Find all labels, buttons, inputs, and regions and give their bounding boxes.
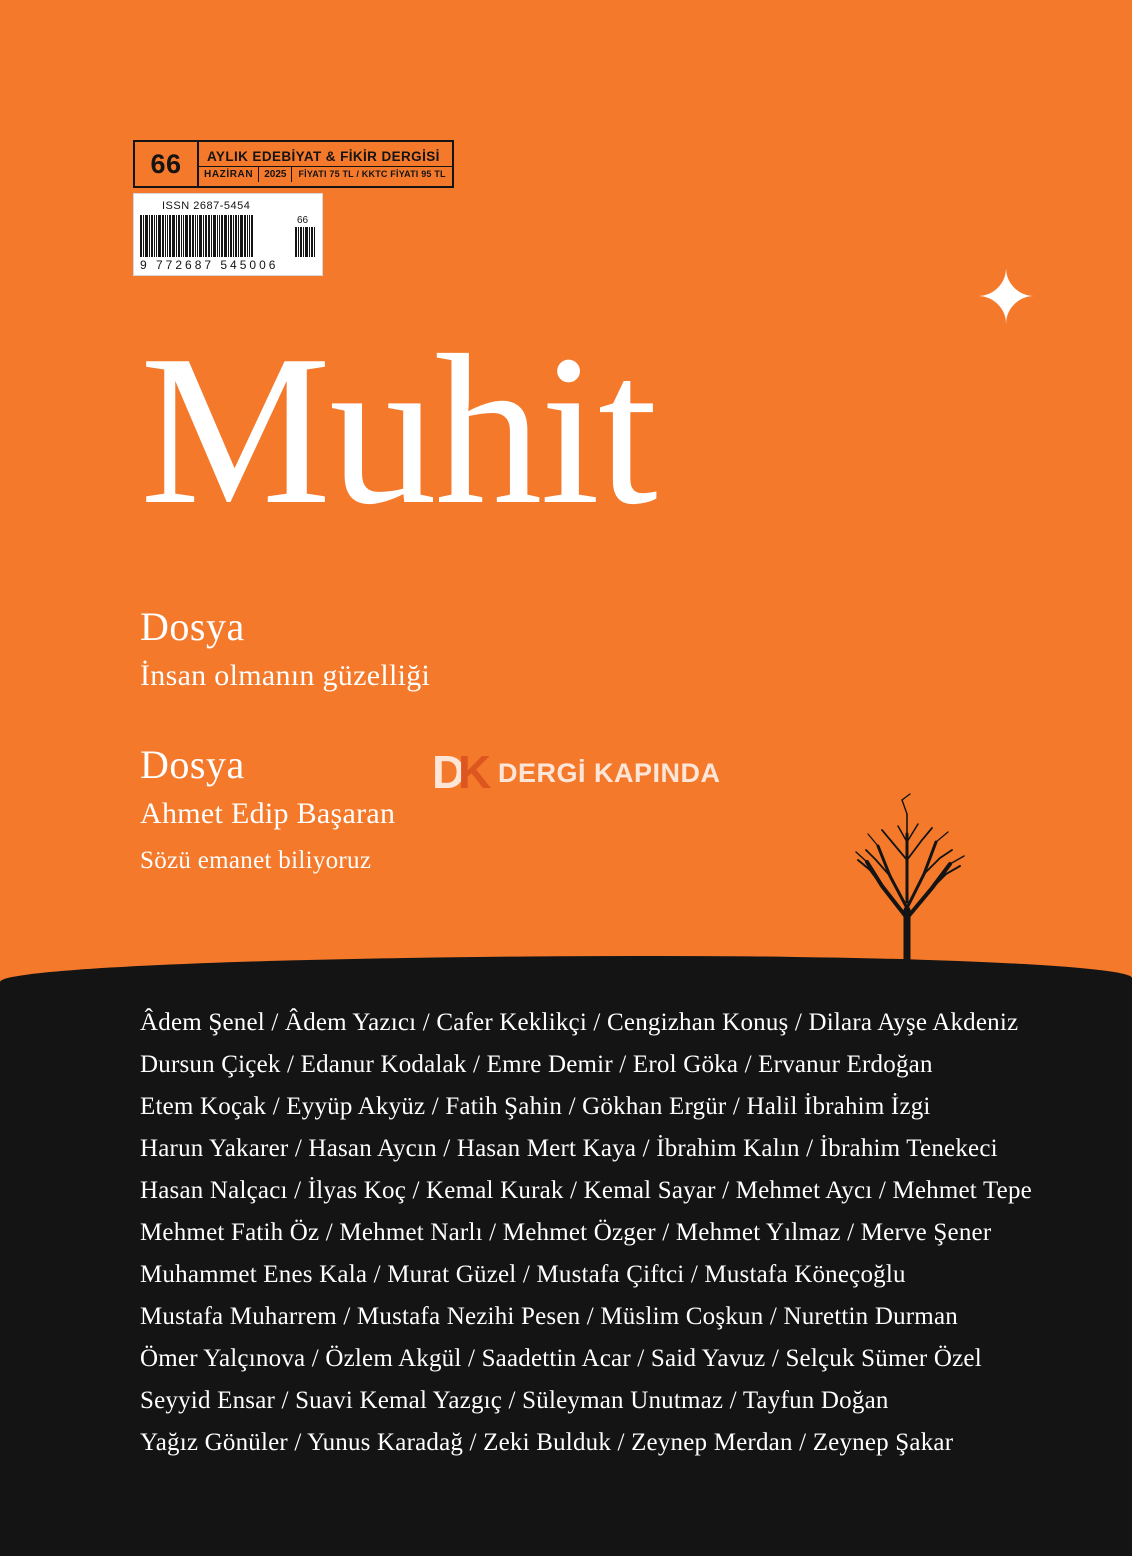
barcode-addon-number: 66 [296,215,309,226]
dossier-two [140,742,395,878]
watermark-letter-k: K [458,746,492,798]
barcode-graphic [140,215,316,257]
issue-month: HAZİRAN [199,167,259,182]
contributor-line: Dursun Çiçek / Edanur Kodalak / Emre Demir / Erol Göka / Ervanur Erdoğan [140,1051,933,1078]
contributor-line: Harun Yakarer / Hasan Aycın / Hasan Mert Kaya / İbrahim Kalın / İbrahim Tenekeci [140,1135,998,1162]
issn-text: ISSN 2687-5454 [162,200,251,212]
contributor-line: Yağız Gönüler / Yunus Karadağ / Zeki Bulduk / Zeynep Merdan / Zeynep Şakar [140,1429,954,1456]
masthead-tagline: AYLIK EDEBİYAT & FİKİR DERGİSİ [199,147,452,167]
dossier-two-author: Ahmet Edip Başaran [140,797,396,830]
watermark-text: DERGİ KAPINDA [498,757,721,788]
contributor-line: Muhammet Enes Kala / Murat Güzel / Mustafa Çiftci / Mustafa Köneçoğlu [140,1261,906,1288]
dossier-two-subtitle: Sözü emanet biliyoruz [140,847,372,874]
contributor-line: Etem Koçak / Eyyüp Akyüz / Fatih Şahin / Gökhan Ergür / Halil İbrahim İzgi [140,1093,931,1120]
watermark-letter-d: D [432,746,466,798]
magazine-title: Muhit [140,310,656,549]
masthead-info [199,142,452,186]
contributor-line: Mustafa Muharrem / Mustafa Nezihi Pesen / Müslim Coşkun / Nurettin Durman [140,1303,958,1330]
masthead-issue-details [199,167,452,182]
barcode-addon-bars [295,227,316,257]
issue-number: 66 [135,142,199,186]
dossier-one-subtitle: İnsan olmanın güzelliği [140,659,431,692]
watermark-logo-icon [432,746,492,798]
watermark [432,748,721,798]
dossier-one-label: Dosya [140,604,245,649]
contributor-line: Seyyid Ensar / Suavi Kemal Yazgıç / Süleyman Unutmaz / Tayfun Doğan [140,1387,889,1414]
tree-silhouette-icon [812,790,1002,990]
issue-year: 2025 [259,167,292,182]
barcode-block [133,193,323,276]
contributor-line: Mehmet Fatih Öz / Mehmet Narlı / Mehmet Özger / Mehmet Yılmaz / Merve Şener [140,1219,992,1246]
barcode-bars [140,215,283,257]
contributors-list [140,1002,1032,1464]
dossier-one [140,604,430,695]
contributor-line: Âdem Şenel / Âdem Yazıcı / Cafer Keklikçi / Cengizhan Konuş / Dilara Ayşe Akdeniz [140,1009,1019,1036]
barcode-digits: 9 772687 545006 [140,258,279,272]
masthead-block [133,140,454,188]
dossier-two-label: Dosya [140,742,245,787]
issue-price: FİYATI 75 TL / KKTC FİYATI 95 TL [298,169,446,179]
contributor-line: Ömer Yalçınova / Özlem Akgül / Saadettin Acar / Said Yavuz / Selçuk Sümer Özel [140,1345,982,1372]
contributor-line: Hasan Nalçacı / İlyas Koç / Kemal Kurak / Kemal Sayar / Mehmet Aycı / Mehmet Tepe [140,1177,1032,1204]
star-icon: ✦ [975,258,1038,340]
